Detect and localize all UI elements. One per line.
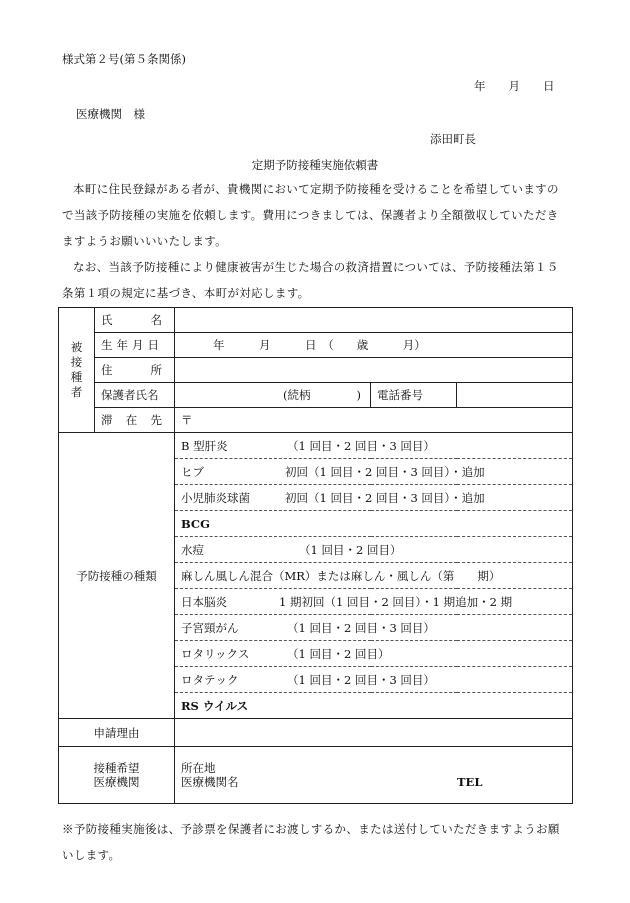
vaccine-option-hepatitis-b[interactable] (175, 433, 573, 459)
vaccine-name: 日本脳炎 (181, 594, 227, 609)
vaccine-option-rotarix[interactable] (175, 641, 573, 667)
birth-field[interactable] (175, 333, 573, 358)
request-form-table (58, 307, 573, 804)
vaccine-option-pneumococcal[interactable] (175, 485, 573, 511)
addressee: 医療機関 様 (76, 107, 145, 121)
facility-field[interactable] (175, 747, 573, 804)
footer-note: ※予防接種実施後は、予診票を保護者にお渡しするか、または送付していただきますようお願いします。 (62, 822, 560, 862)
vaccine-doses: （1 回目・2 回目・3 回目） (287, 438, 435, 453)
guardian-label-cell (95, 383, 175, 408)
relation-label: (続柄 ) (283, 388, 361, 402)
date-line: 年 月 日 (474, 79, 555, 93)
postal-mark: 〒 (181, 413, 193, 427)
vaccine-doses: 1 期初回（1 回目・2 回目）・1 期追加・2 期 (279, 594, 513, 609)
vaccine-option-rotateq[interactable] (175, 667, 573, 693)
name-field[interactable] (175, 308, 573, 333)
stay-label-b: 在 (125, 413, 138, 427)
phone-label-cell (371, 383, 457, 408)
vaccine-name: 小児肺炎球菌 (181, 490, 250, 505)
vaccine-name: ロタテック (181, 672, 239, 687)
vaccine-name: 水痘 (181, 542, 204, 557)
stay-label-a: 滞 (101, 413, 113, 427)
facility-label-2: 医療機関 (93, 775, 140, 789)
subject-label-cell (59, 308, 95, 433)
address-label-b: 所 (150, 363, 162, 377)
vaccine-option-hib[interactable] (175, 459, 573, 485)
body-paragraph-1: 本町に住民登録がある者が、貴機関において定期予防接種を受けることを希望していますので当該予防接種の実施を依頼します。費用につきましては、保護者より全額徴収していただきますようお願いいいたします。 (62, 182, 559, 248)
name-label-a: 氏 (101, 313, 113, 327)
name-label-b: 名 (150, 313, 162, 327)
name-label-cell (95, 308, 175, 333)
reason-field[interactable] (175, 719, 573, 747)
facility-label-cell (59, 747, 175, 804)
vaccine-name: RS ウイルス (181, 698, 249, 713)
subject-label: 被接種者 (70, 340, 83, 399)
vaccine-name: 子宮頸がん (181, 620, 239, 635)
body-paragraph-2: なお、当該予防接種により健康被害が生じた場合の救済措置については、予防接種法第１５条第１項の規定に基づき、本町が対応します。 (62, 260, 559, 300)
tel-label: TEL (457, 775, 483, 789)
form-number: 様式第２号(第５条関係) (62, 52, 186, 66)
birth-value: 年 月 日 （ 歳 月） (213, 338, 426, 352)
vaccine-option-mr[interactable] (175, 563, 573, 589)
vaccine-option-varicella[interactable] (175, 537, 573, 563)
document-title: 定期予防接種実施依頼書 (251, 158, 379, 172)
reason-label: 申請理由 (93, 725, 140, 740)
vaccine-name: ヒブ (181, 464, 204, 479)
facility-label-1: 接種希望 (93, 761, 140, 775)
vaccine-option-rsv[interactable] (175, 693, 573, 719)
facility-name-label: 医療機関名 (181, 775, 239, 789)
vaccine-option-cervical-cancer[interactable] (175, 615, 573, 641)
vaccine-name: B 型肝炎 (181, 438, 228, 453)
vaccine-label: 予防接種の種類 (76, 568, 157, 583)
birth-label: 生年月日 (101, 338, 163, 352)
address-label-a: 住 (101, 363, 113, 377)
vaccine-doses: （1 回目・2 回目・3 回目） (287, 620, 435, 635)
address-label-cell (95, 358, 175, 383)
vaccine-row (59, 433, 573, 459)
vaccine-name: 麻しん風しん混合（MR）または麻しん・風しん（第 期） (181, 568, 501, 583)
vaccine-doses: 初回（1 回目・2 回目・3 回目）・追加 (285, 464, 485, 479)
guardian-field[interactable] (175, 383, 371, 408)
vaccine-option-bcg[interactable] (175, 511, 573, 537)
location-label: 所在地 (181, 761, 216, 775)
stay-label-cell (95, 408, 175, 433)
vaccine-name: BCG (181, 516, 210, 531)
address-field[interactable] (175, 358, 573, 383)
vaccine-label-cell (59, 433, 175, 719)
vaccine-name: ロタリックス (181, 646, 250, 661)
vaccine-doses: （1 回目・2 回目・3 回目） (287, 672, 435, 687)
stay-label-c: 先 (150, 413, 162, 427)
vaccine-doses: （1 回目・2 回目） (287, 646, 390, 661)
vaccine-option-japanese-encephalitis[interactable] (175, 589, 573, 615)
phone-field[interactable] (457, 383, 573, 408)
sender: 添田町長 (430, 132, 476, 146)
phone-label: 電話番号 (377, 388, 423, 402)
stay-field[interactable] (175, 408, 573, 433)
vaccine-doses: （1 回目・2 回目） (299, 542, 402, 557)
guardian-label: 保護者氏名 (101, 388, 159, 402)
reason-label-cell (59, 719, 175, 747)
vaccine-doses: 初回（1 回目・2 回目・3 回目）・追加 (285, 490, 485, 505)
birth-label-cell (95, 333, 175, 358)
